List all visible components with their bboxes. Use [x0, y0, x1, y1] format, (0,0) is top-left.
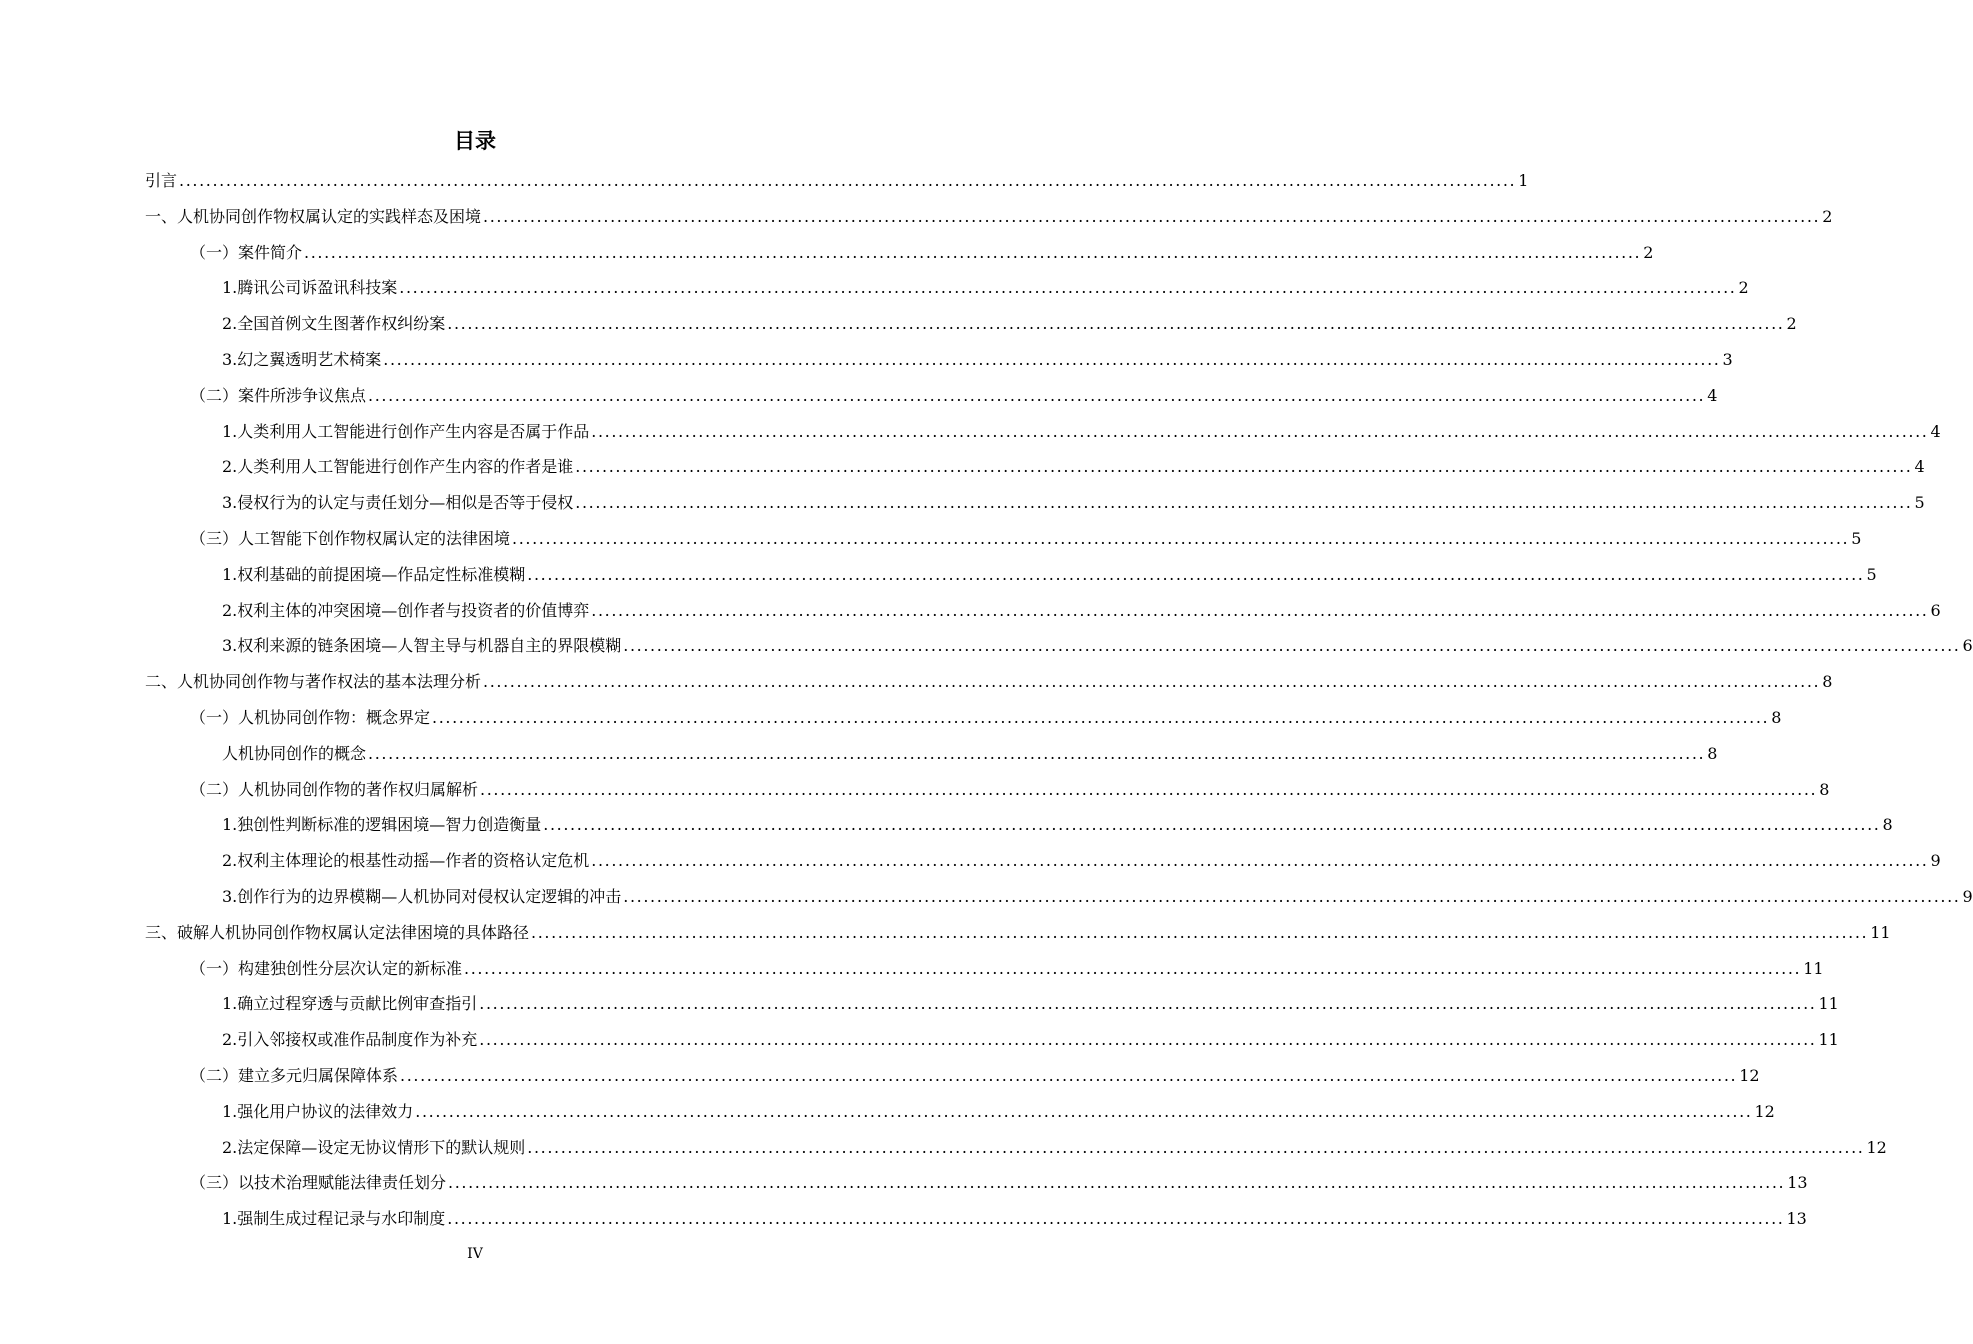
- dot-leader: ........................................................................................................................................................................................................: [623, 887, 1961, 906]
- toc-entry-title: 权利主体的冲突困境—创作者与投资者的价值博弈: [237, 600, 590, 620]
- toc-entry-page: 1: [1518, 171, 1529, 190]
- toc-entry-title: 人机协同创作的概念: [222, 743, 367, 763]
- dot-leader: ........................................................................................................................................................................................................: [432, 708, 1770, 727]
- toc-entry-title: 人机协同创作物权属认定的实践样态及困境: [177, 206, 482, 226]
- dot-leader: ........................................................................................................................................................................................................: [512, 529, 1850, 548]
- toc-entry-number: 3.: [222, 350, 238, 369]
- toc-entry-title: 建立多元归属保障体系: [238, 1066, 399, 1085]
- toc-entry[interactable]: [222, 879, 1973, 915]
- toc-entry-page: 2: [1786, 314, 1797, 334]
- toc-entry[interactable]: [190, 700, 1782, 736]
- dot-leader: ........................................................................................................................................................................................................: [368, 743, 1706, 763]
- dot-leader: ........................................................................................................................................................................................................: [527, 1137, 1865, 1157]
- toc-entry-title: 权利主体理论的根基性动摇—作者的资格认定危机: [237, 851, 590, 871]
- toc-entry-page: 13: [1787, 1173, 1808, 1193]
- toc-entry-page: 5: [1866, 564, 1877, 584]
- toc-entry-number: （三）: [190, 529, 239, 548]
- toc-entry-page: 12: [1739, 1066, 1760, 1085]
- toc-entry-title: 人机协同创作物的著作权归属解析: [238, 779, 479, 799]
- toc-entry-number: 2.: [222, 314, 238, 334]
- toc-entry-page: 6: [1962, 636, 1973, 656]
- toc-entry-page: 3: [1722, 350, 1733, 369]
- toc-entry-title: 人机协同创作物与著作权法的基本法理分析: [177, 672, 482, 692]
- toc-entry-number: 2.: [222, 457, 238, 477]
- toc-entry-title: 构建独创性分层次认定的新标准: [238, 958, 463, 978]
- toc-entry-title: 强制生成过程记录与水印制度: [237, 1209, 446, 1229]
- toc-entry[interactable]: [190, 951, 1824, 987]
- dot-leader: ........................................................................................................................................................................................................: [479, 994, 1817, 1014]
- toc-entry-number: （三）: [190, 1173, 239, 1193]
- toc-entry-page: 11: [1818, 994, 1839, 1014]
- toc-entry-number: （二）: [190, 385, 239, 405]
- toc-entry[interactable]: [222, 1201, 1807, 1237]
- toc-entry[interactable]: [222, 306, 1797, 342]
- toc-entry[interactable]: [145, 199, 1833, 235]
- dot-leader: ........................................................................................................................................................................................................: [415, 1101, 1753, 1121]
- dot-leader: ........................................................................................................................................................................................................: [483, 206, 1821, 226]
- dot-leader: ........................................................................................................................................................................................................: [591, 851, 1929, 871]
- toc-entry[interactable]: [190, 235, 1654, 271]
- dot-leader: ........................................................................................................................................................................................................: [527, 564, 1865, 584]
- toc-entry-title: 强化用户协议的法律效力: [237, 1101, 414, 1121]
- toc-entry-number: （一）: [190, 708, 239, 727]
- toc-entry-title: 独创性判断标准的逻辑困境—智力创造衡量: [237, 815, 542, 835]
- page-number: IV: [467, 1246, 483, 1262]
- toc-entry-page: 4: [1914, 457, 1925, 477]
- toc-entry-page: 5: [1851, 529, 1862, 548]
- dot-leader: ........................................................................................................................................................................................................: [575, 493, 1913, 513]
- toc-entry-number: 1.: [222, 1101, 238, 1121]
- toc-entry-number: 1.: [222, 994, 238, 1014]
- toc-entry[interactable]: [222, 270, 1749, 306]
- toc-entry-title: 权利来源的链条困境—人智主导与机器自主的界限模糊: [237, 636, 622, 656]
- toc-entry[interactable]: [222, 1022, 1839, 1058]
- toc-entry[interactable]: [190, 378, 1718, 414]
- toc-entry-title: 权利基础的前提困境—作品定性标准模糊: [237, 564, 526, 584]
- toc-entry[interactable]: [222, 485, 1925, 521]
- toc-entry-title: 全国首例文生图著作权纠纷案: [237, 314, 446, 334]
- dot-leader: ........................................................................................................................................................................................................: [591, 421, 1929, 441]
- toc-entry-number: 1.: [222, 278, 238, 298]
- toc-entry-title: 人类利用人工智能进行创作产生内容的作者是谁: [237, 457, 574, 477]
- toc-entry-number: 2.: [222, 1137, 238, 1157]
- toc-entry-page: 11: [1818, 1030, 1839, 1050]
- toc-entry-title: 人类利用人工智能进行创作产生内容是否属于作品: [237, 421, 590, 441]
- dot-leader: ........................................................................................................................................................................................................: [483, 672, 1821, 692]
- toc-entry-title: 案件简介: [238, 242, 303, 262]
- toc-entry-page: 2: [1643, 242, 1654, 262]
- toc-entry-title: 确立过程穿透与贡献比例审查指引: [237, 994, 478, 1014]
- toc-entry-page: 2: [1738, 278, 1749, 298]
- toc-entry-title: 腾讯公司诉盈讯科技案: [237, 278, 398, 298]
- toc-entry-page: 5: [1914, 493, 1925, 513]
- dot-leader: ........................................................................................................................................................................................................: [464, 958, 1802, 978]
- toc-entry-page: 11: [1803, 958, 1824, 978]
- toc-entry-number: 3.: [222, 636, 238, 656]
- toc-entry-number: 3.: [222, 887, 238, 906]
- toc-entry[interactable]: [222, 1130, 1887, 1166]
- toc-entry[interactable]: [222, 342, 1733, 378]
- toc-entry-number: （二）: [190, 779, 239, 799]
- toc-entry-page: 9: [1962, 887, 1973, 906]
- toc-entry-page: 8: [1771, 708, 1782, 727]
- toc-title: 目录: [454, 129, 496, 153]
- toc-entry-number: （一）: [190, 958, 239, 978]
- toc-entry-number: 3.: [222, 493, 238, 513]
- toc-entry[interactable]: [222, 593, 1941, 629]
- toc-entry-number: 一、: [145, 206, 178, 226]
- toc-entry[interactable]: [222, 628, 1973, 664]
- dot-leader: ........................................................................................................................................................................................................: [531, 922, 1869, 942]
- dot-leader: ........................................................................................................................................................................................................: [623, 636, 1961, 656]
- toc-entry-title: 人机协同创作物：概念界定: [238, 708, 431, 727]
- dot-leader: ........................................................................................................................................................................................................: [479, 1030, 1817, 1050]
- dot-leader: ........................................................................................................................................................................................................: [368, 385, 1706, 405]
- toc-entry-title: 引言: [145, 171, 178, 190]
- dot-leader: ........................................................................................................................................................................................................: [399, 278, 1737, 298]
- dot-leader: ........................................................................................................................................................................................................: [304, 242, 1642, 262]
- toc-entry-number: 二、: [145, 672, 178, 692]
- toc-entry[interactable]: [222, 449, 1925, 485]
- toc-entry-page: 8: [1819, 779, 1830, 799]
- dot-leader: ........................................................................................................................................................................................................: [448, 1173, 1786, 1193]
- toc-entry-page: 8: [1882, 815, 1893, 835]
- toc-entry[interactable]: [222, 736, 1718, 772]
- toc-entry-number: （一）: [190, 242, 239, 262]
- toc-entry-number: 1.: [222, 421, 238, 441]
- dot-leader: ........................................................................................................................................................................................................: [383, 350, 1721, 369]
- toc-entry-title: 侵权行为的认定与责任划分—相似是否等于侵权: [237, 493, 574, 513]
- toc-entry-title: 破解人机协同创作物权属认定法律困境的具体路径: [177, 922, 530, 942]
- toc-entry-title: 引入邻接权或准作品制度作为补充: [237, 1030, 478, 1050]
- toc-entry[interactable]: [222, 843, 1941, 879]
- dot-leader: ........................................................................................................................................................................................................: [447, 1209, 1785, 1229]
- toc-entry[interactable]: [145, 915, 1891, 951]
- toc-entry[interactable]: [145, 664, 1833, 700]
- toc-entry[interactable]: [190, 521, 1862, 557]
- toc-entry[interactable]: [222, 414, 1941, 450]
- toc-entry-number: （二）: [190, 1066, 239, 1085]
- toc-entry-title: 幻之翼透明艺术椅案: [237, 350, 382, 369]
- toc-entry[interactable]: [190, 1165, 1808, 1201]
- toc-entry-title: 创作行为的边界模糊—人机协同对侵权认定逻辑的冲击: [237, 887, 622, 906]
- toc-entry-page: 6: [1930, 600, 1941, 620]
- toc-entry-number: 1.: [222, 815, 238, 835]
- toc-entry-page: 8: [1707, 743, 1718, 763]
- dot-leader: ........................................................................................................................................................................................................: [591, 600, 1929, 620]
- dot-leader: ........................................................................................................................................................................................................: [179, 171, 1517, 190]
- toc-entry-title: 人工智能下创作物权属认定的法律困境: [238, 529, 511, 548]
- dot-leader: ........................................................................................................................................................................................................: [447, 314, 1785, 334]
- toc-entry[interactable]: [222, 1094, 1775, 1130]
- toc-entry[interactable]: [190, 772, 1830, 808]
- toc-entry-page: 12: [1866, 1137, 1887, 1157]
- toc-entry-title: 以技术治理赋能法律责任划分: [238, 1173, 447, 1193]
- toc-entry-number: 三、: [145, 922, 178, 942]
- toc-entry-page: 2: [1822, 206, 1833, 226]
- toc-entry-page: 9: [1930, 851, 1941, 871]
- toc-entry-number: 2.: [222, 600, 238, 620]
- toc-entry-page: 4: [1930, 421, 1941, 441]
- toc-entry-page: 11: [1870, 922, 1891, 942]
- toc-entry-title: 案件所涉争议焦点: [238, 385, 367, 405]
- toc-entry-page: 8: [1822, 672, 1833, 692]
- toc-entry[interactable]: [190, 1058, 1760, 1094]
- toc-entry-number: 1.: [222, 564, 238, 584]
- toc-entry-page: 12: [1754, 1101, 1775, 1121]
- toc-entry-number: 2.: [222, 851, 238, 871]
- dot-leader: ........................................................................................................................................................................................................: [543, 815, 1881, 835]
- toc-entry-page: 4: [1707, 385, 1718, 405]
- dot-leader: ........................................................................................................................................................................................................: [575, 457, 1913, 477]
- toc-entry-page: 13: [1786, 1209, 1807, 1229]
- dot-leader: ........................................................................................................................................................................................................: [400, 1066, 1738, 1085]
- toc-entry-number: 2.: [222, 1030, 238, 1050]
- toc-entry-number: 1.: [222, 1209, 238, 1229]
- toc-entry[interactable]: [222, 557, 1877, 593]
- dot-leader: ........................................................................................................................................................................................................: [480, 779, 1818, 799]
- toc-entry[interactable]: [222, 807, 1893, 843]
- toc-entry[interactable]: [145, 163, 1529, 199]
- toc-entry[interactable]: [222, 986, 1839, 1022]
- toc-entry-title: 法定保障—设定无协议情形下的默认规则: [237, 1137, 526, 1157]
